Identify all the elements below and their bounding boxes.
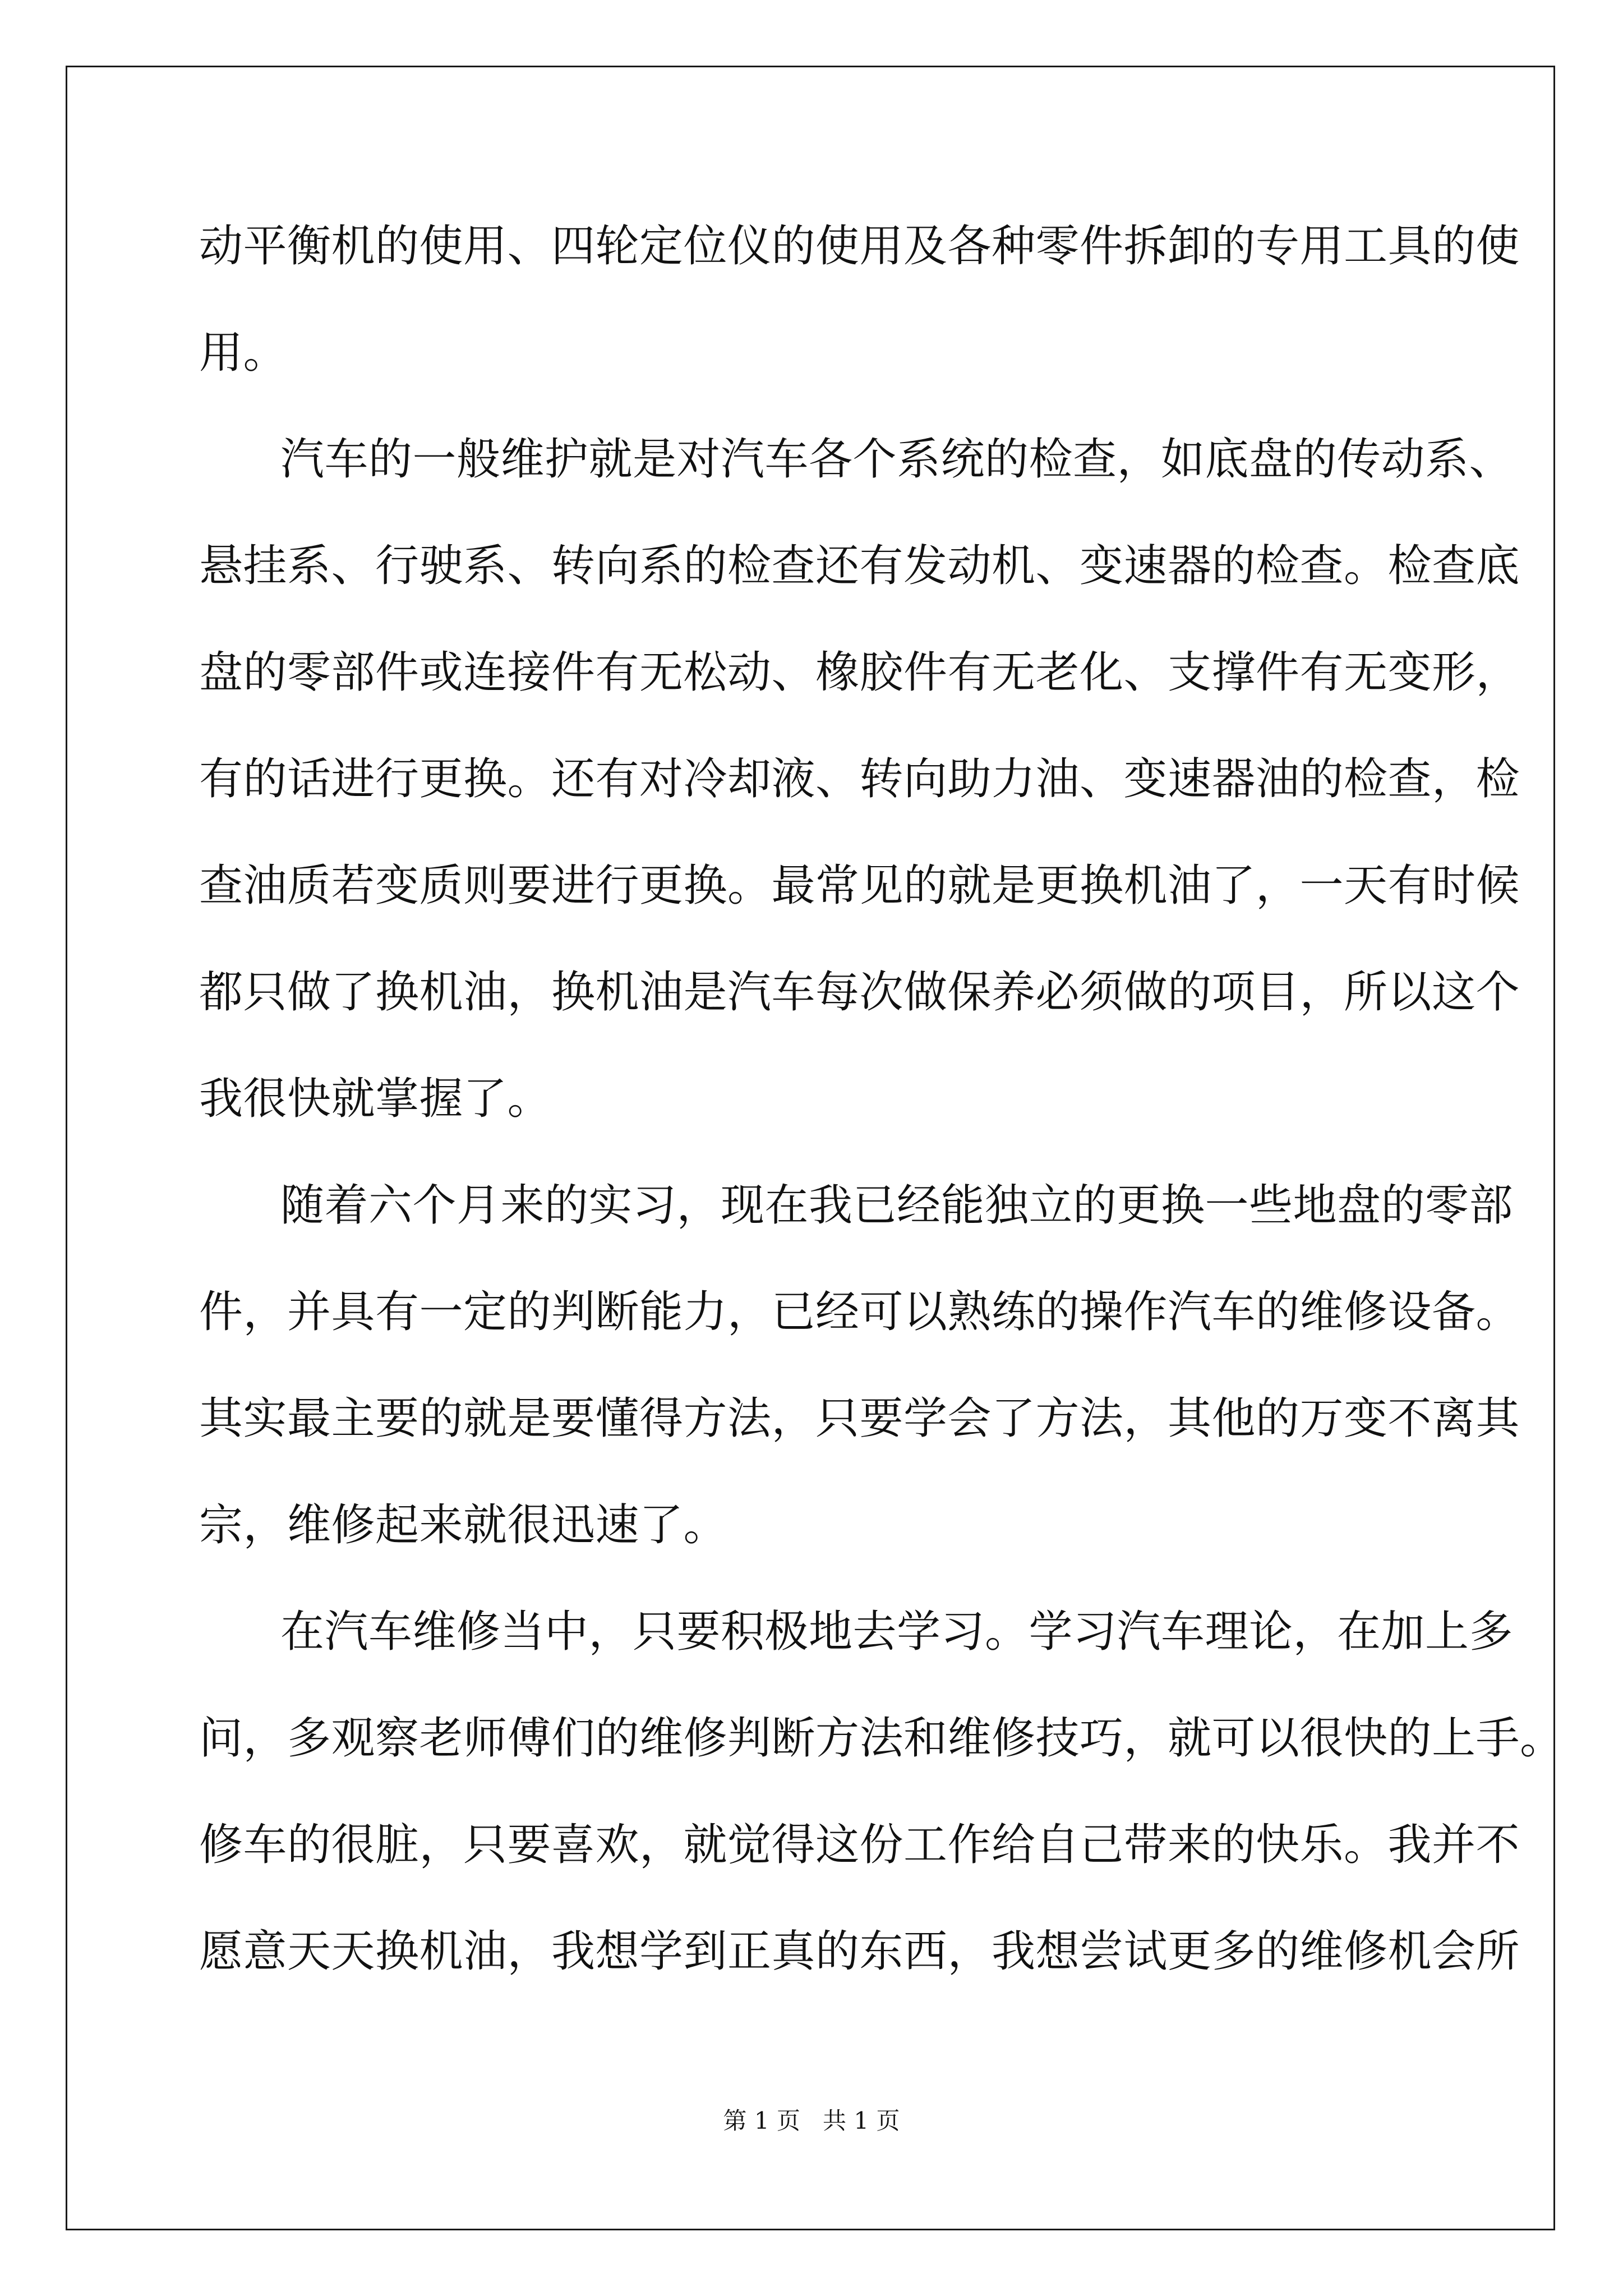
- paragraph-line: 修车的很脏，只要喜欢，就觉得这份工作给自己带来的快乐。我并不: [199, 1820, 1520, 1870]
- paragraph-line: 在汽车维修当中，只要积极地去学习。学习汽车理论，在加上多: [280, 1607, 1514, 1657]
- paragraph-line: 我很快就掌握了。: [199, 1074, 552, 1124]
- paragraph-line: 盘的零部件或连接件有无松动、橡胶件有无老化、支撑件有无变形，: [199, 647, 1520, 698]
- paragraph-line: 有的话进行更换。还有对冷却液、转向助力油、变速器油的检查，检: [199, 754, 1520, 804]
- page-footer: 第 1 页 共 1 页: [723, 2107, 900, 2134]
- paragraph-line: 动平衡机的使用、四轮定位仪的使用及各种零件拆卸的专用工具的使: [199, 221, 1520, 272]
- paragraph-line: 悬挂系、行驶系、转向系的检查还有发动机、变速器的检查。检查底: [199, 541, 1520, 591]
- paragraph-line: 汽车的一般维护就是对汽车各个系统的检查，如底盘的传动系、: [280, 434, 1514, 485]
- paragraph-line: 用。: [199, 328, 288, 378]
- paragraph-line: 问，多观察老师傅们的维修判断方法和维修技巧，就可以很快的上手。: [199, 1713, 1564, 1764]
- paragraph-line: 查油质若变质则要进行更换。最常见的就是更换机油了，一天有时候: [199, 861, 1520, 911]
- paragraph-line: 随着六个月来的实习，现在我已经能独立的更换一些地盘的零部: [280, 1180, 1514, 1231]
- paragraph-line: 宗，维修起来就很迅速了。: [199, 1500, 728, 1550]
- paragraph-line: 件，并具有一定的判断能力，已经可以熟练的操作汽车的维修设备。: [199, 1287, 1520, 1337]
- paragraph-line: 其实最主要的就是要懂得方法，只要学会了方法，其他的万变不离其: [199, 1393, 1520, 1444]
- paragraph-line: 都只做了换机油，换机油是汽车每次做保养必须做的项目，所以这个: [199, 967, 1520, 1018]
- page-border: [66, 66, 1555, 2230]
- paragraph-line: 愿意天天换机油，我想学到正真的东西，我想尝试更多的维修机会所: [199, 1926, 1520, 1977]
